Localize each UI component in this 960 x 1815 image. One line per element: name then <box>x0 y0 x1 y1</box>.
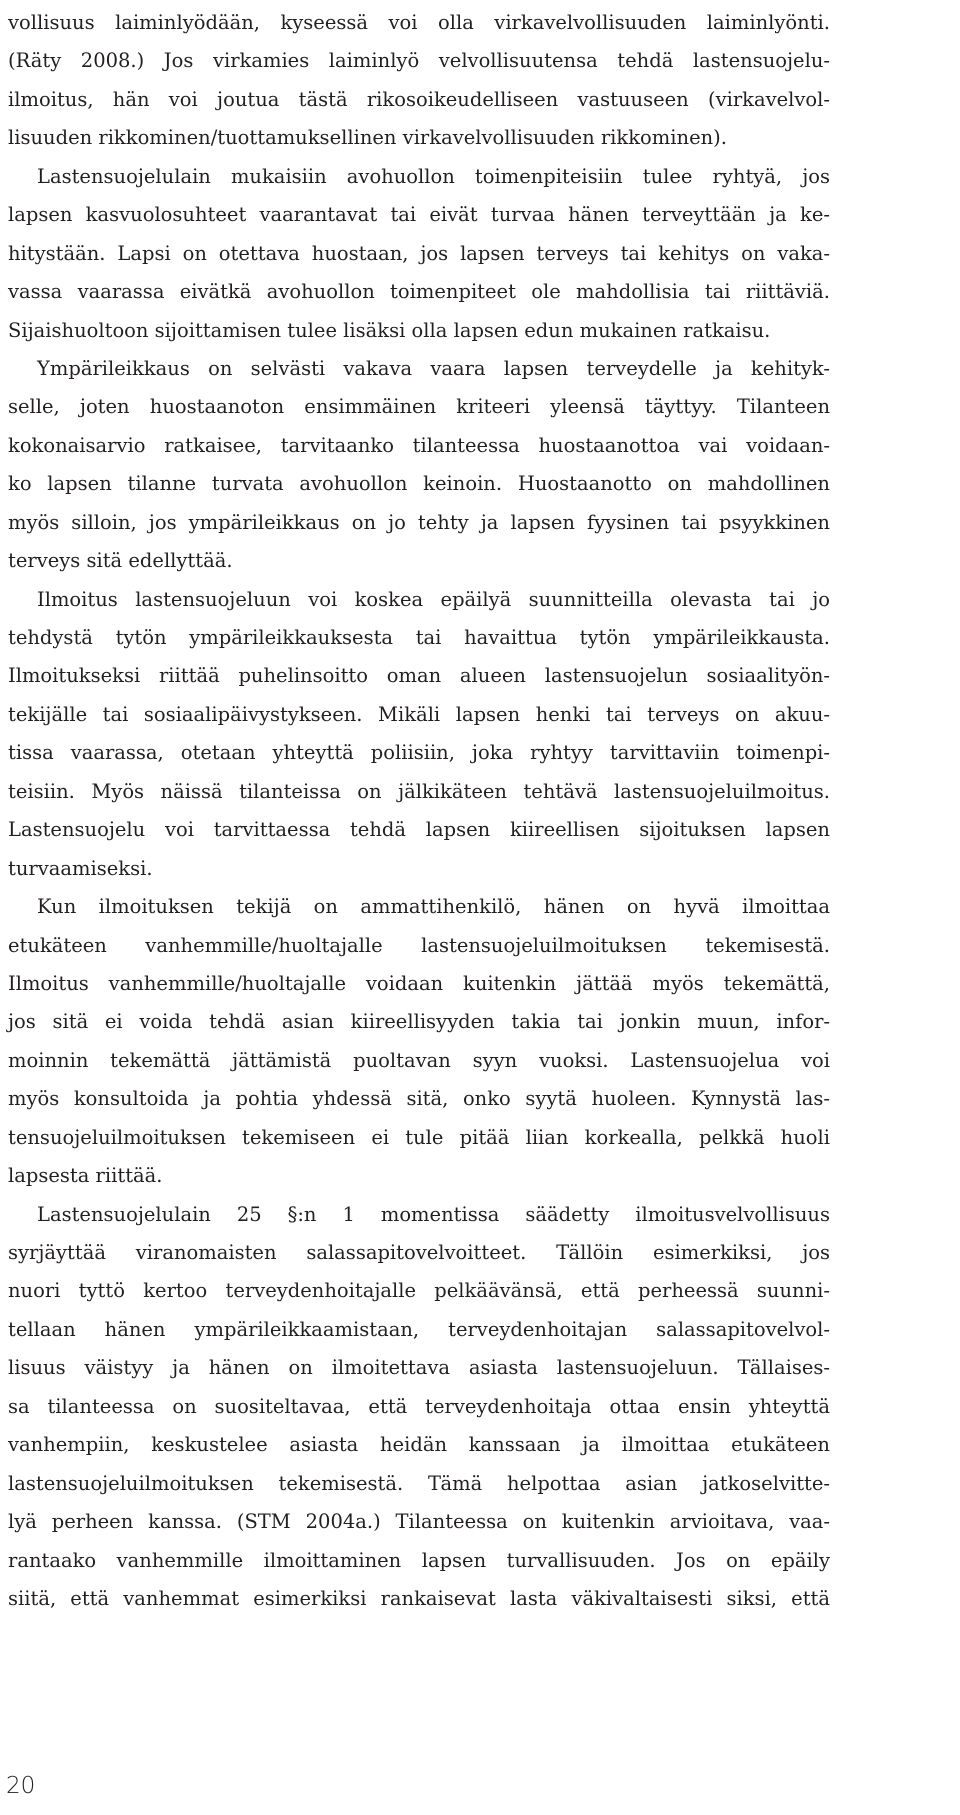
text-line: Ympärileikkaus on selvästi vakava vaara lapsen terveydelle ja kehityk- <box>37 356 830 380</box>
text-line: tekijälle tai sosiaalipäivystykseen. Mikäli lapsen henki tai terveys on akuu- <box>8 702 830 726</box>
text-line: Ilmoitus lastensuojeluun voi koskea epäilyä suunnitteilla olevasta tai jo <box>37 587 830 611</box>
text-line: Lastensuojelu voi tarvittaessa tehdä lapsen kiireellisen sijoituksen lapsen <box>8 818 830 842</box>
text-line: Sijaishuoltoon sijoittamisen tulee lisäksi olla lapsen edun mukainen ratkaisu. <box>8 318 771 342</box>
text-line: terveys sitä edellyttää. <box>8 549 233 573</box>
text-line: syrjäyttää viranomaisten salassapitovelvoitteet. Tällöin esimerkiksi, jos <box>8 1241 830 1264</box>
text-line: moinnin tekemättä jättämistä puoltavan syyn vuoksi. Lastensuojelua voi <box>8 1048 830 1072</box>
text-line: tensuojeluilmoituksen tekemiseen ei tule pitää liian korkealla, pelkkä huoli <box>8 1125 830 1149</box>
text-line: nuori tyttö kertoo terveydenhoitajalle pelkäävänsä, että perheessä suunni- <box>8 1279 830 1303</box>
text-line: Kun ilmoituksen tekijä on ammattihenkilö, hänen on hyvä ilmoittaa <box>37 895 830 919</box>
text-line: myös silloin, jos ympärileikkaus on jo tehty ja lapsen fyysinen tai psyykkinen <box>8 510 830 534</box>
text-line: tehdystä tytön ympärileikkauksesta tai havaittua tytön ympärileikkausta. <box>8 626 830 649</box>
text-line: Lastensuojelulain 25 §:n 1 momentissa säädetty ilmoitusvelvollisuus <box>37 1202 830 1226</box>
text-line: hitystään. Lapsi on otettava huostaan, jos lapsen terveys tai kehitys on vaka- <box>8 241 830 265</box>
text-line: vanhempiin, keskustelee asiasta heidän kanssaan ja ilmoittaa etukäteen <box>8 1433 830 1457</box>
text-line: tellaan hänen ympärileikkaamistaan, terveydenhoitajan salassapitovelvol- <box>8 1317 830 1341</box>
text-line: lapsesta riittää. <box>8 1164 163 1188</box>
text-line: etukäteen vanhemmille/huoltajalle lastensuojeluilmoituksen tekemisestä. <box>8 933 830 957</box>
text-line: (Räty 2008.) Jos virkamies laiminlyö velvollisuutensa tehdä lastensuojelu- <box>8 49 830 73</box>
text-line: sa tilanteessa on suositeltavaa, että terveydenhoitaja ottaa ensin yhteyttä <box>8 1394 830 1418</box>
text-line: Ilmoitus vanhemmille/huoltajalle voidaan kuitenkin jättää myös tekemättä, <box>8 971 830 995</box>
text-line: jos sitä ei voida tehdä asian kiireellisyyden takia tai jonkin muun, infor- <box>8 1010 830 1034</box>
text-line: lastensuojeluilmoituksen tekemisestä. Tämä helpottaa asian jatkoselvitte- <box>8 1471 830 1495</box>
text-line: ko lapsen tilanne turvata avohuollon keinoin. Huostaanotto on mahdollinen <box>8 472 830 496</box>
text-line: turvaamiseksi. <box>8 856 153 880</box>
text-line: lyä perheen kanssa. (STM 2004a.) Tilanteessa on kuitenkin arvioitava, vaa- <box>8 1510 830 1534</box>
text-line: vassa vaarassa eivätkä avohuollon toimenpiteet ole mahdollisia tai riittäviä. <box>8 280 830 304</box>
text-line: lisuus väistyy ja hänen on ilmoitettava asiasta lastensuojeluun. Tällaises- <box>8 1356 830 1380</box>
text-line: selle, joten huostaanoton ensimmäinen kriteeri yleensä täyttyy. Tilanteen <box>8 395 830 419</box>
text-line: vollisuus laiminlyödään, kyseessä voi olla virkavelvollisuuden laiminlyönti. <box>8 11 830 34</box>
text-line: siitä, että vanhemmat esimerkiksi rankaisevat lasta väkivaltaisesti siksi, että <box>8 1586 830 1610</box>
text-line: lisuuden rikkominen/tuottamuksellinen virkavelvollisuuden rikkominen). <box>8 126 727 150</box>
text-line: myös konsultoida ja pohtia yhdessä sitä, onko syytä huoleen. Kynnystä las- <box>8 1087 830 1111</box>
page-number: 20 <box>6 1773 36 1799</box>
body-text <box>8 4 830 1618</box>
text-line: Ilmoitukseksi riittää puhelinsoitto oman alueen lastensuojelun sosiaalityön- <box>8 664 830 688</box>
text-line: Lastensuojelulain mukaisiin avohuollon toimenpiteisiin tulee ryhtyä, jos <box>37 164 830 188</box>
text-line: teisiin. Myös näissä tilanteissa on jälkikäteen tehtävä lastensuojeluilmoitus. <box>8 779 830 803</box>
text-line: lapsen kasvuolosuhteet vaarantavat tai eivät turvaa hänen terveyttään ja ke- <box>8 203 830 227</box>
text-line: rantaako vanhemmille ilmoittaminen lapsen turvallisuuden. Jos on epäily <box>8 1548 830 1572</box>
text-line: tissa vaarassa, otetaan yhteyttä poliisiin, joka ryhtyy tarvittaviin toimenpi- <box>8 741 830 765</box>
text-line: kokonaisarvio ratkaisee, tarvitaanko tilanteessa huostaanottoa vai voidaan- <box>8 433 830 457</box>
text-line: ilmoitus, hän voi joutua tästä rikosoikeudelliseen vastuuseen (virkavelvol- <box>8 87 830 111</box>
